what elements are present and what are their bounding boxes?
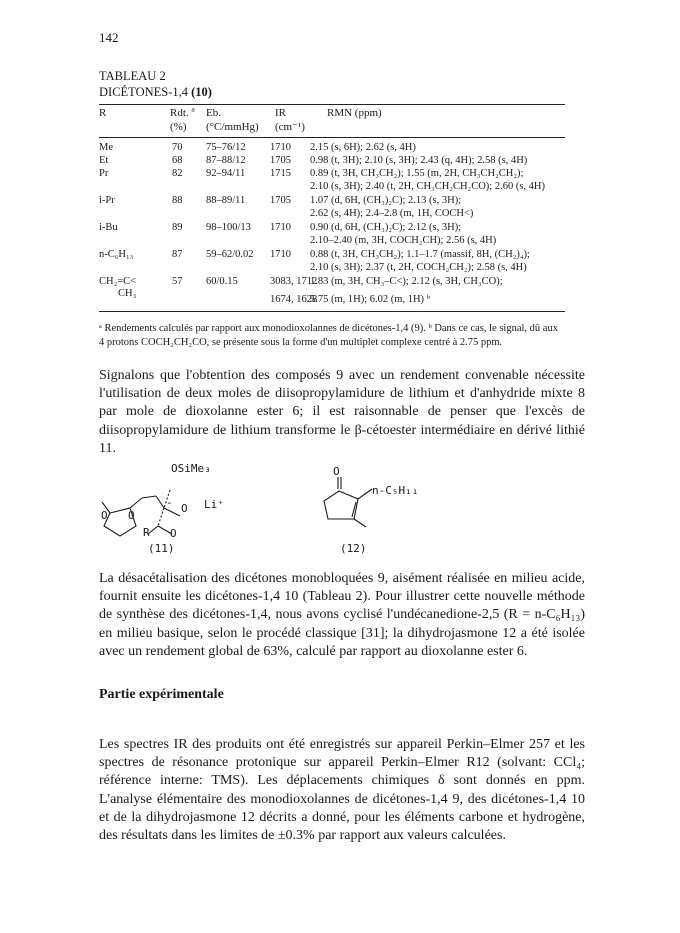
table-footnote: ᵃ Rendements calculés par rapport aux monodioxolannes de dicétones-1,4 (9). ᵇ Dans ce cas, le signal, dû aux 4 protons COCH₂CH₂CO, se présente sous la forme d'un multiplet complexe centré à 2.75 ppm.: [99, 323, 558, 348]
header-r: R: [99, 107, 107, 119]
structure-11-o: O: [128, 509, 135, 522]
row-ir: 1705: [270, 155, 291, 166]
row-r: Et: [99, 155, 109, 166]
row-eb: 87–88/12: [206, 155, 246, 166]
row-ir: 1715: [270, 168, 291, 179]
header-ir: IR (cm⁻¹): [275, 107, 305, 133]
row-rdt: 70: [172, 142, 183, 153]
structure-11-o: O: [101, 509, 108, 522]
row-eb: 60/0.15: [206, 276, 238, 287]
row-rmn: 0.90 (d, 6H, (CH₃)₂C); 2.12 (s, 3H);: [310, 222, 462, 233]
structure-12-label: (12): [340, 542, 367, 555]
structure-11-drawing: [90, 468, 210, 548]
row-ir: 1710: [270, 142, 291, 153]
row-rmn: 2.10 (s, 3H); 2.37 (t, 2H, COCH₂CH₂); 2.58 (s, 4H): [310, 262, 527, 273]
structure-12-drawing: [318, 467, 408, 537]
table-header-rule: [99, 137, 565, 138]
row-rmn: 0.89 (t, 3H, CH₃CH₂); 1.55 (m, 2H, CH₃CH₂CH₂);: [310, 168, 524, 179]
row-rmn: 0.98 (t, 3H); 2.10 (s, 3H); 2.43 (q, 4H); 2.58 (s, 4H): [310, 155, 528, 166]
structure-11-o: O: [181, 502, 188, 515]
row-rdt: 88: [172, 195, 183, 206]
header-rdt: Rdt. $^a$ (%): [170, 104, 195, 133]
structure-11-minus: -: [166, 496, 173, 509]
row-r: n-C₆H₁₃: [99, 249, 134, 260]
row-ir: 3083, 1712: [270, 276, 318, 287]
row-ir: 1710: [270, 249, 291, 260]
table-top-rule: [99, 104, 565, 105]
row-r: CH₂=C<: [99, 276, 137, 287]
structure-12-chain: n-C₅H₁₁: [372, 484, 419, 497]
row-rmn: 5.75 (m, 1H); 6.02 (m, 1H) ᵇ: [310, 294, 430, 305]
row-r: i-Bu: [99, 222, 118, 233]
structure-11-r: R: [143, 526, 150, 539]
section-title: Partie expérimentale: [99, 687, 224, 702]
row-rdt: 68: [172, 155, 183, 166]
row-eb: 75–76/12: [206, 142, 246, 153]
paragraph: La désacétalisation des dicétones monobloquées 9, aisément réalisée en milieu acide, fournit ensuite les dicétones-1,4 10 (Tableau 2). Pour illustrer cette nouvelle méthode de synthèse des dicétones-1,4, nous avons cyclisé l'undécanedione-2,5 (R = n-C₆H₁₃) en milieu basique, selon le procédé classique [31]; la dihydrojasmone 12 a été isolée avec un rendement global de 63%, calculé par rapport au dioxolanne ester 6.: [99, 571, 585, 659]
row-eb: 98–100/13: [206, 222, 251, 233]
row-rdt: 89: [172, 222, 183, 233]
row-rmn: 2.10 (s, 3H); 2.40 (t, 2H, CH₃CH₂CH₂CO); 2.60 (s, 4H): [310, 181, 545, 192]
row-rmn: 2.10–2.40 (m, 3H, COCH₂CH); 2.56 (s, 4H): [310, 235, 497, 246]
structure-12-o: O: [333, 465, 340, 478]
row-rdt: 57: [172, 276, 183, 287]
row-ir: 1710: [270, 222, 291, 233]
row-rmn: 1.83 (m, 3H, CH₃–C<); 2.12 (s, 3H, CH₃CO);: [310, 276, 503, 287]
structure-11-label: (11): [148, 542, 175, 555]
row-r: Pr: [99, 168, 109, 179]
row-rdt: 82: [172, 168, 183, 179]
paragraph: Les spectres IR des produits ont été enregistrés sur appareil Perkin–Elmer 257 et les spectres de résonance protonique sur appareil Perkin–Elmer R12 (solvant: CCl₄; référence interne: TMS). Les déplacements chimiques δ sont donnés en ppm. L'analyse élémentaire des monodioxolannes de dicétones-1,4 9, des dicétones-1,4 10 et de la dihydrojasmone 12 décrits a donné, pour les éléments carbone et hydrogène, des résultats dans les limites de ±0.3% par rapport aux valeurs calculées.: [99, 737, 585, 844]
row-r: Me: [99, 142, 113, 153]
row-ir: 1674, 1628: [270, 294, 318, 305]
table-title: TABLEAU 2: [99, 69, 166, 83]
header-eb: Eb. (°C/mmHg): [206, 107, 259, 133]
row-r: i-Pr: [99, 195, 115, 206]
row-ir: 1705: [270, 195, 291, 206]
table-bottom-rule: [99, 311, 565, 312]
row-rmn: 2.15 (s, 6H); 2.62 (s, 4H): [310, 142, 416, 153]
row-r-sub: CH₃: [118, 288, 137, 299]
structure-11-cation: Li⁺: [204, 498, 224, 511]
row-rmn: 0.88 (t, 3H, CH₃CH₂); 1.1–1.7 (massif, 8H, (CH₂)₄);: [310, 249, 530, 260]
structure-11-group: OSiMe₃: [171, 462, 211, 475]
row-eb: 92–94/11: [206, 168, 246, 179]
structure-11-o: O: [170, 527, 177, 540]
row-rmn: 2.62 (s, 4H); 2.4–2.8 (m, 1H, COCH<): [310, 208, 474, 219]
table-subtitle: DICÉTONES-1,4 (10): [99, 85, 212, 99]
row-eb: 88–89/11: [206, 195, 246, 206]
row-rmn: 1.07 (d, 6H, (CH₃)₂C); 2.13 (s, 3H);: [310, 195, 462, 206]
row-eb: 59–62/0.02: [206, 249, 254, 260]
header-rmn: RMN (ppm): [327, 107, 382, 119]
paragraph: Signalons que l'obtention des composés 9 avec un rendement convenable nécessite l'utilisation de deux moles de diisopropylamidure de lithium et d'anhydride mixte 8 par mole de dioxolanne ester 6; il est raisonnable de penser que l'excès de diisopropylamidure de lithium transforme le β-cétoester intermédiaire en dérivé lithié 11.: [99, 368, 585, 456]
row-rdt: 87: [172, 249, 183, 260]
page-number: 142: [99, 30, 119, 45]
